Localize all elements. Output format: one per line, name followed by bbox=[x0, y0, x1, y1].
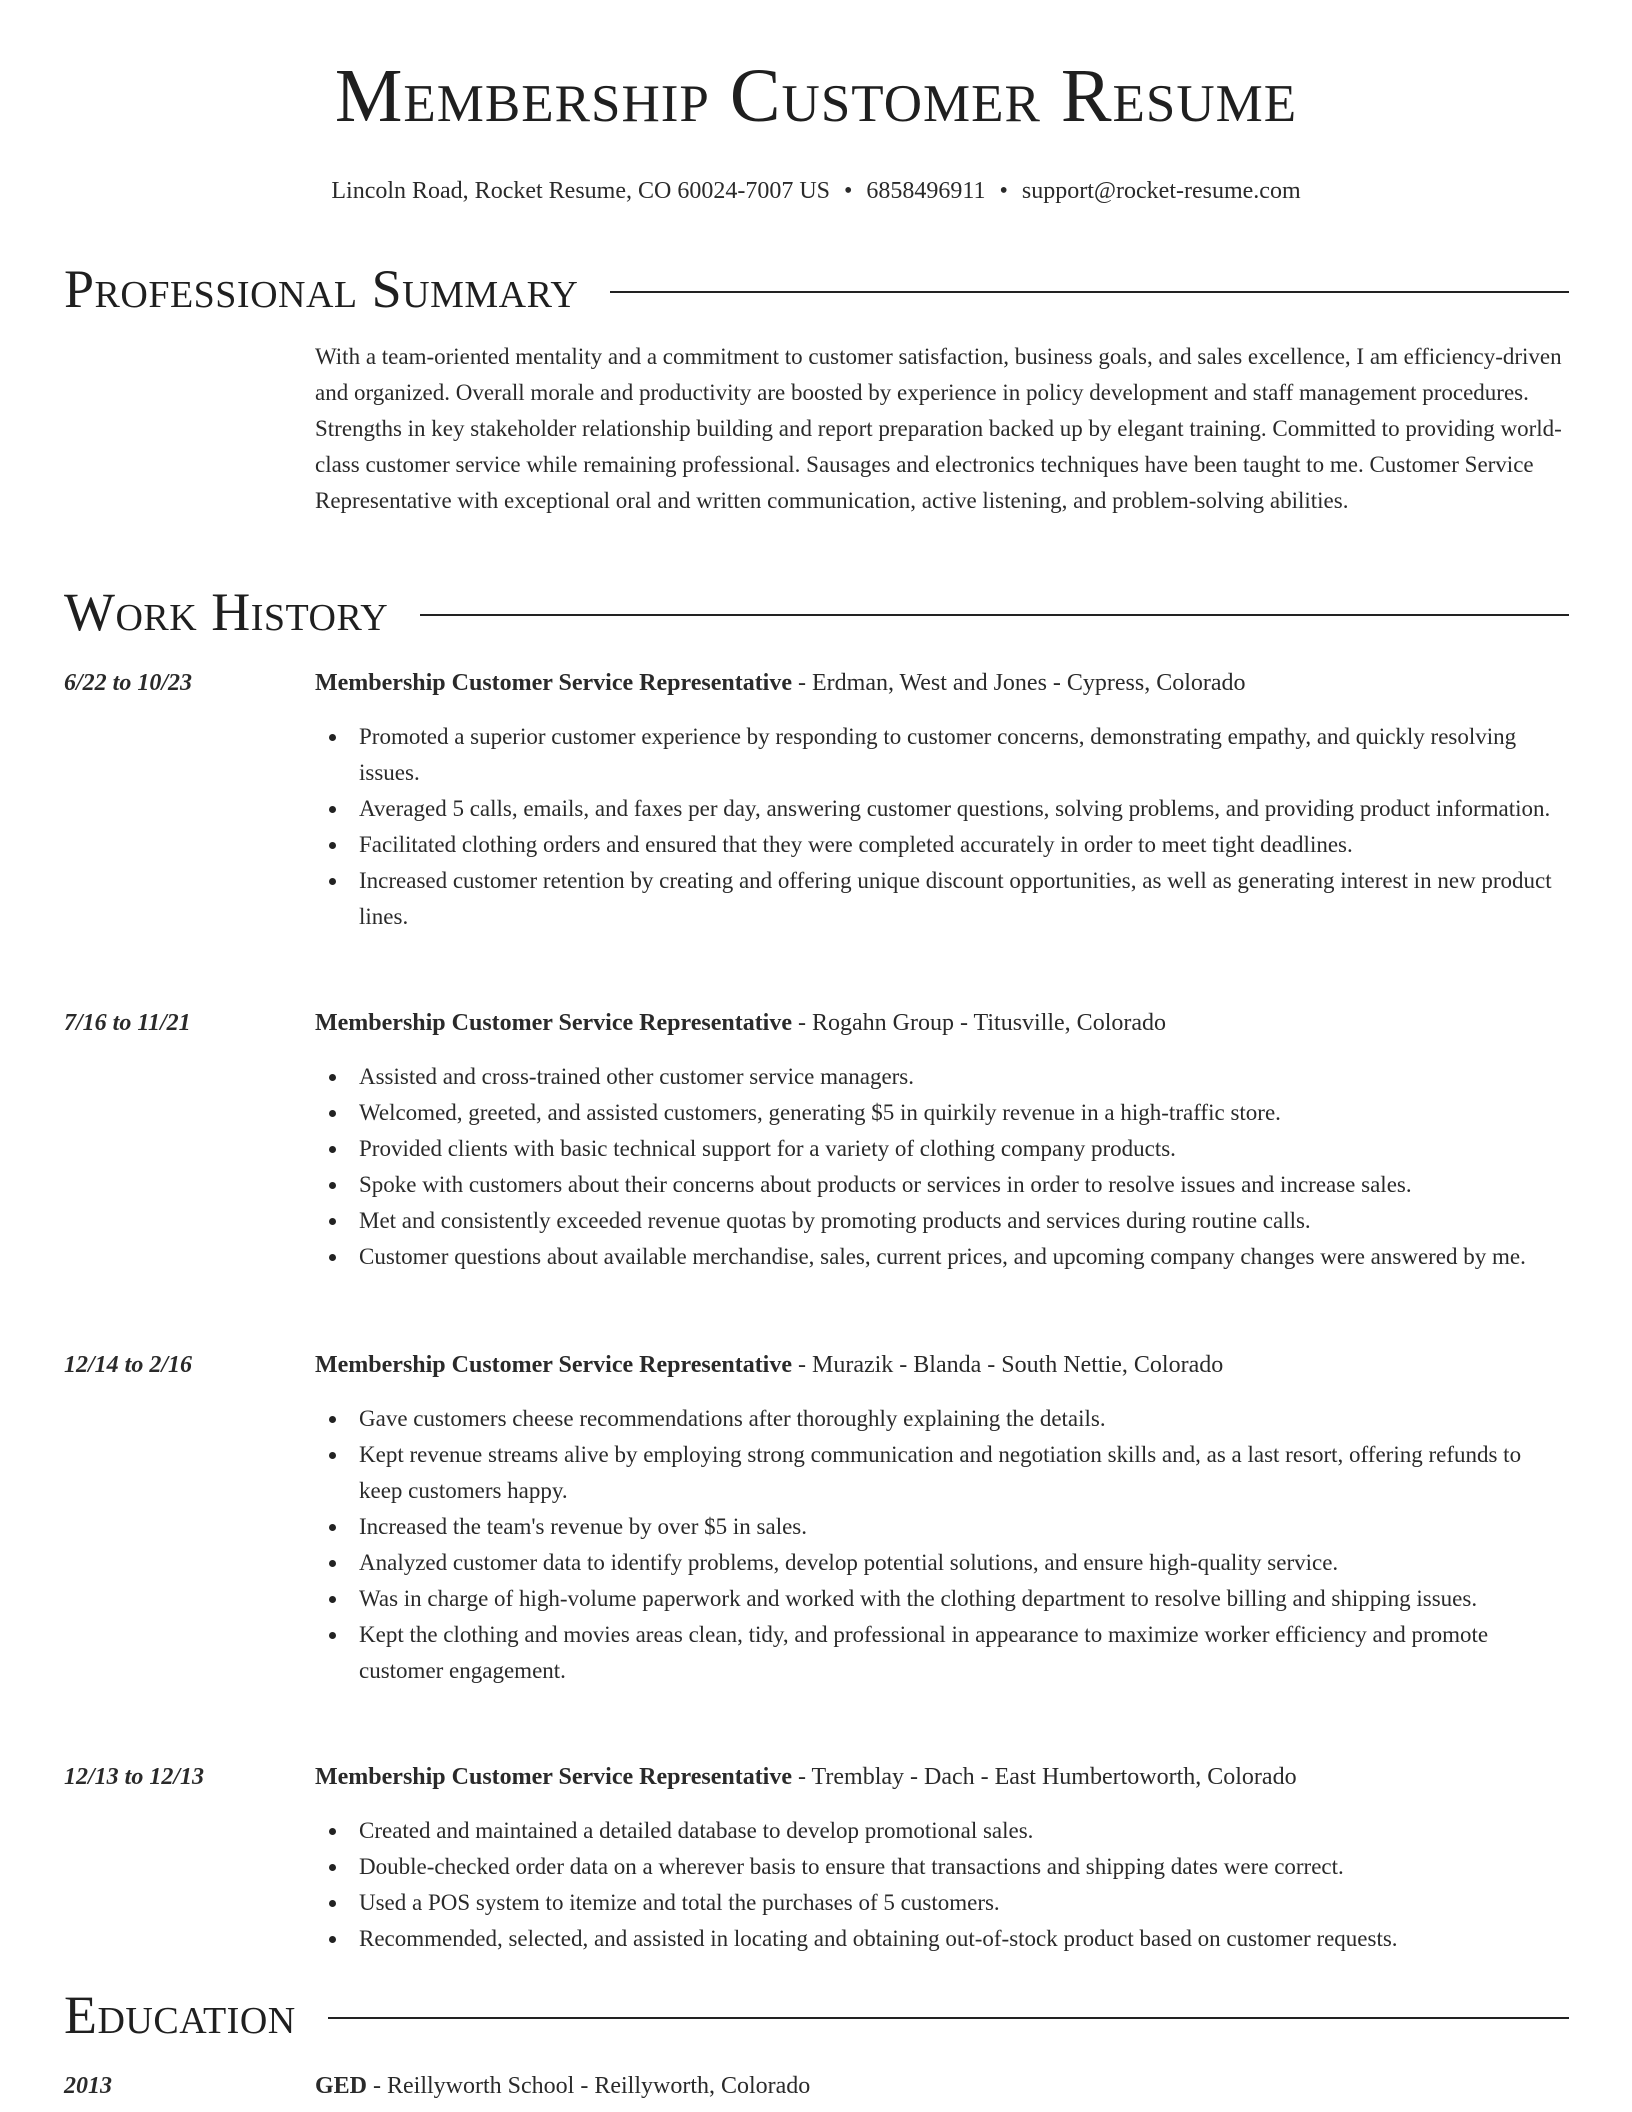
section-education bbox=[64, 1985, 1569, 2045]
contact-separator: • bbox=[844, 178, 853, 204]
list-item: Customer questions about available merchandise, sales, current prices, and upcoming company changes were answered by me. bbox=[315, 1239, 1565, 1275]
job-bullets bbox=[315, 1059, 1565, 1275]
list-item: Recommended, selected, and assisted in locating and obtaining out-of-stock product based on customer requests. bbox=[315, 1921, 1565, 1957]
section-divider bbox=[420, 614, 1569, 616]
list-item: Kept revenue streams alive by employing strong communication and negotiation skills and, as a last resort, offering refunds to keep customers happy. bbox=[315, 1437, 1565, 1509]
list-item: Assisted and cross-trained other customer service managers. bbox=[315, 1059, 1565, 1095]
list-item: Averaged 5 calls, emails, and faxes per day, answering customer questions, solving problems, and providing product information. bbox=[315, 791, 1565, 827]
job-title: Membership Customer Service Representative bbox=[315, 1764, 792, 1790]
education-date: 2013 bbox=[64, 2073, 112, 2099]
job-bullets bbox=[315, 1401, 1565, 1689]
education-degree: GED bbox=[315, 2073, 368, 2099]
job-title: Membership Customer Service Representative bbox=[315, 1010, 792, 1036]
job-heading bbox=[315, 1350, 1565, 1380]
job-bullets bbox=[315, 1813, 1565, 1957]
list-item: Analyzed customer data to identify problems, develop potential solutions, and ensure high-quality service. bbox=[315, 1545, 1565, 1581]
list-item: Created and maintained a detailed database to develop promotional sales. bbox=[315, 1813, 1565, 1849]
section-title: Professional Summary bbox=[64, 259, 579, 319]
summary-text: With a team-oriented mentality and a commitment to customer satisfaction, business goals, and sales excellence, I am efficiency-driven and organized. Overall morale and productivity are boosted by experience in policy development and staff management procedures. Strengths in key stakeholder relationship building and report preparation backed up by elegant training. Committed to providing world-class customer service while remaining professional. Sausages and electronics techniques have been taught to me. Customer Service Representative with exceptional oral and written communication, active listening, and problem-solving abilities. bbox=[315, 344, 1562, 513]
section-title: Education bbox=[64, 1985, 296, 2045]
education-heading bbox=[315, 2071, 1565, 2101]
list-item: Was in charge of high-volume paperwork and worked with the clothing department to resolve billing and shipping issues. bbox=[315, 1581, 1565, 1617]
list-item: Used a POS system to itemize and total the purchases of 5 customers. bbox=[315, 1885, 1565, 1921]
section-title: Work History bbox=[64, 582, 389, 642]
section-professional-summary bbox=[64, 259, 1569, 319]
job-employer: - Tremblay - Dach - East Humbertoworth, Colorado bbox=[792, 1764, 1297, 1790]
contact-line bbox=[0, 176, 1632, 206]
list-item: Double-checked order data on a wherever basis to ensure that transactions and shipping dates were correct. bbox=[315, 1849, 1565, 1885]
list-item: Provided clients with basic technical support for a variety of clothing company products. bbox=[315, 1131, 1565, 1167]
list-item: Promoted a superior customer experience by responding to customer concerns, demonstrating empathy, and quickly resolving issues. bbox=[315, 719, 1565, 791]
job-date: 6/22 to 10/23 bbox=[64, 670, 193, 696]
job-bullets bbox=[315, 719, 1565, 935]
job-title: Membership Customer Service Representative bbox=[315, 1352, 792, 1378]
job-date: 12/13 to 12/13 bbox=[64, 1764, 205, 1790]
list-item: Increased customer retention by creating and offering unique discount opportunities, as well as generating interest in new product lines. bbox=[315, 863, 1565, 935]
job-heading bbox=[315, 1008, 1565, 1038]
education-school: - Reillyworth School - Reillyworth, Colorado bbox=[367, 2073, 811, 2099]
job-employer: - Erdman, West and Jones - Cypress, Colorado bbox=[792, 670, 1246, 696]
job-heading bbox=[315, 668, 1565, 698]
list-item: Increased the team's revenue by over $5 in sales. bbox=[315, 1509, 1565, 1545]
job-date: 7/16 to 11/21 bbox=[64, 1010, 191, 1036]
contact-separator: • bbox=[999, 178, 1008, 204]
list-item: Welcomed, greeted, and assisted customers, generating $5 in quirkily revenue in a high-traffic store. bbox=[315, 1095, 1565, 1131]
list-item: Gave customers cheese recommendations after thoroughly explaining the details. bbox=[315, 1401, 1565, 1437]
job-employer: - Murazik - Blanda - South Nettie, Colorado bbox=[792, 1352, 1224, 1378]
contact-phone: 6858496911 bbox=[866, 178, 986, 204]
contact-email: support@rocket-resume.com bbox=[1021, 178, 1301, 204]
section-work-history bbox=[64, 582, 1569, 642]
job-title: Membership Customer Service Representative bbox=[315, 670, 792, 696]
list-item: Met and consistently exceeded revenue quotas by promoting products and services during routine calls. bbox=[315, 1203, 1565, 1239]
job-date: 12/14 to 2/16 bbox=[64, 1352, 193, 1378]
list-item: Facilitated clothing orders and ensured that they were completed accurately in order to meet tight deadlines. bbox=[315, 827, 1565, 863]
job-heading bbox=[315, 1762, 1565, 1792]
job-employer: - Rogahn Group - Titusville, Colorado bbox=[792, 1010, 1167, 1036]
section-divider bbox=[610, 291, 1569, 293]
resume-name: Membership Customer Resume bbox=[334, 54, 1298, 138]
section-divider bbox=[328, 2017, 1569, 2019]
list-item: Spoke with customers about their concerns about products or services in order to resolve issues and increase sales. bbox=[315, 1167, 1565, 1203]
contact-address: Lincoln Road, Rocket Resume, CO 60024-7007 US bbox=[331, 178, 830, 204]
list-item: Kept the clothing and movies areas clean, tidy, and professional in appearance to maximize worker efficiency and promote customer engagement. bbox=[315, 1617, 1565, 1689]
